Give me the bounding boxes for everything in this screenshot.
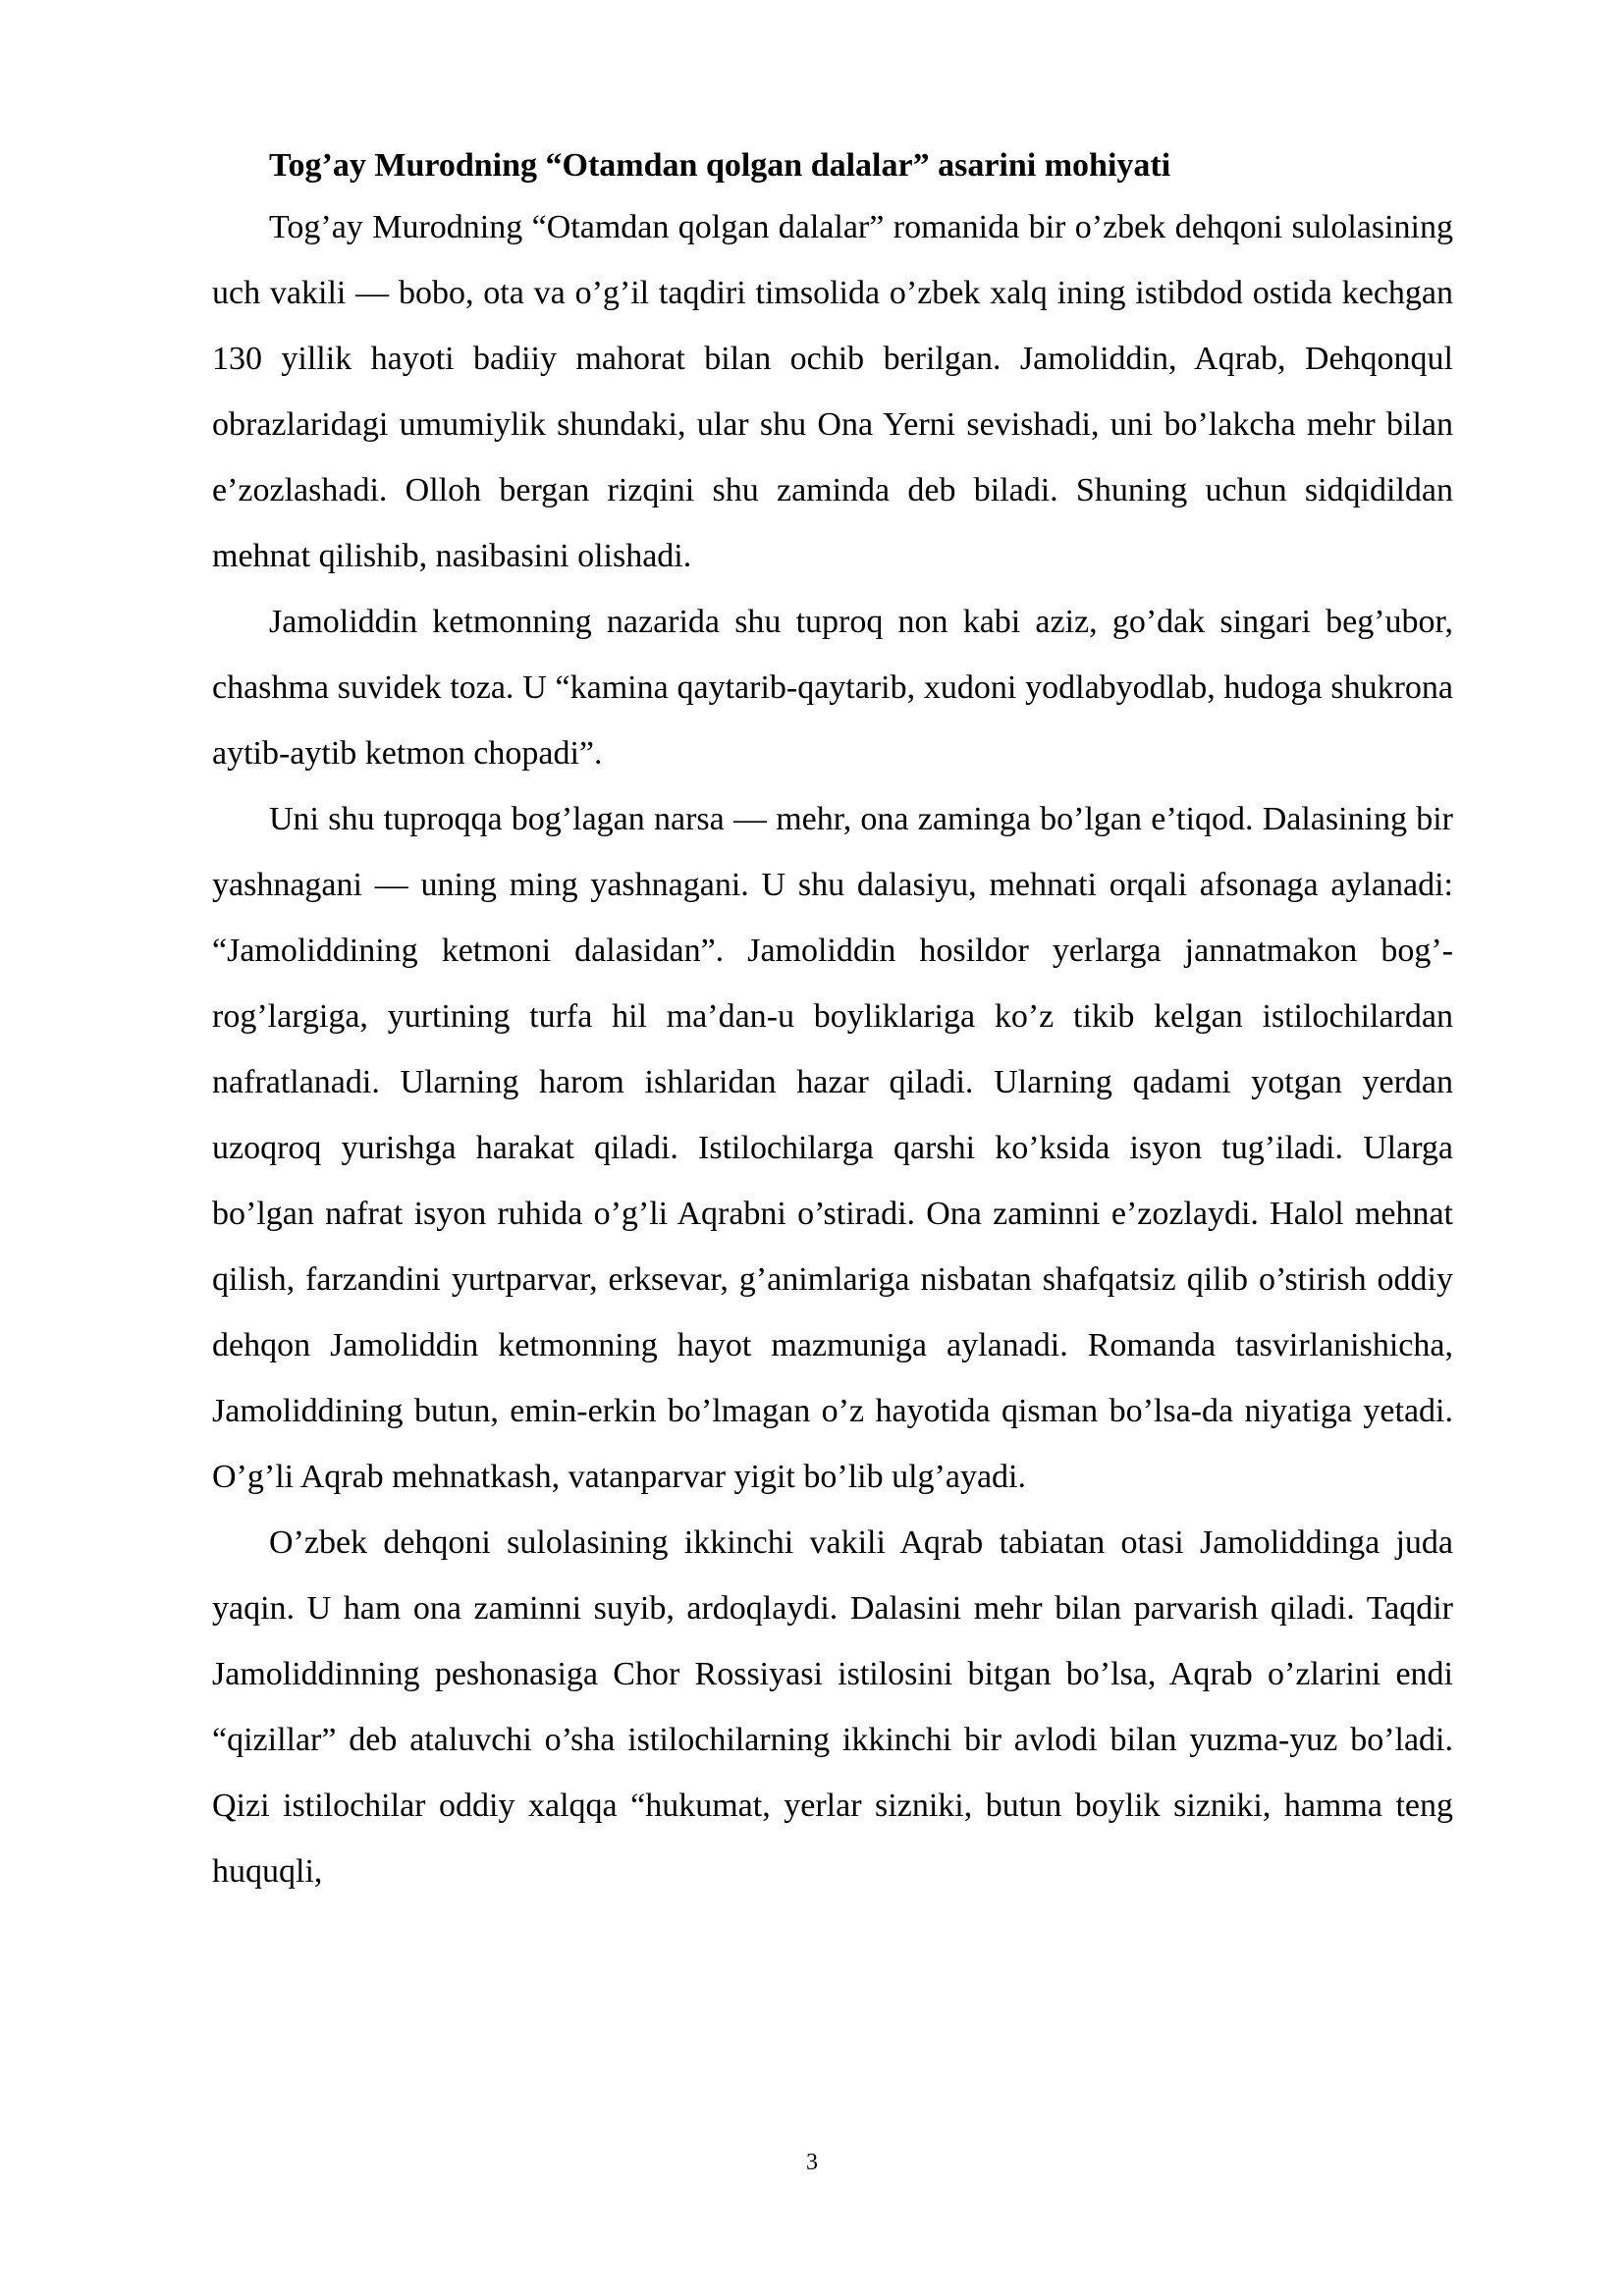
paragraph-4: O’zbek dehqoni sulolasining ikkinchi vakili Aqrab tabiatan otasi Jamoliddinga juda yaqin. U ham ona zaminni suyib, ardoqlaydi. Dalasini mehr bilan parvarish qiladi. Taqdir Jamoliddinning peshonasiga Chor Rossiyasi istilosini bitgan bo’lsa, Aqrab o’zlarini endi “qizillar” deb ataluvchi o’sha istilochilarning ikkinchi bir avlodi bilan yuzma-yuz bo’ladi. Qizi istilochilar oddiy xalqqa “hukumat, yerlar sizniki, butun boylik sizniki, hamma teng huquqli,: [212, 1524, 1453, 1890]
page-content: [212, 137, 1453, 1904]
paragraph-1: Tog’ay Murodning “Otamdan qolgan dalalar” romanida bir o’zbek dehqoni sulolasining uch vakili — bobo, ota va o’g’il taqdiri timsolida o’zbek xalq ining istibdod ostida kechgan 130 yillik hayoti badiiy mahorat bilan ochib berilgan. Jamoliddin, Aqrab, Dehqonqul obrazlaridagi umumiylik shundaki, ular shu Ona Yerni sevishadi, uni bo’lakcha mehr bilan e’zozlashadi. Olloh bergan rizqini shu zaminda deb biladi. Shuning uchun sidqidildan mehnat qilishib, nasibasini olishadi.: [212, 209, 1453, 574]
page-number: 3: [806, 2150, 818, 2175]
document-title: Tog’ay Murodning “Otamdan qolgan dalalar” asarini mohiyati: [269, 147, 1171, 184]
paragraph-3: Uni shu tuproqqa bog’lagan narsa — mehr, ona zaminga bo’lgan e’tiqod. Dalasining bir yashnagani — uning ming yashnagani. U shu dalasiyu, mehnati orqali afsonaga aylanadi: “Jamoliddining ketmoni dalasidan”. Jamoliddin hosildor yerlarga jannatmakon bog’-rog’largiga, yurtining turfa hil ma’dan-u boyliklariga ko’z tikib kelgan istilochilardan nafratlanadi. Ularning harom ishlaridan hazar qiladi. Ularning qadami yotgan yerdan uzoqroq yurishga harakat qiladi. Istilochilarga qarshi ko’ksida isyon tug’iladi. Ularga bo’lgan nafrat isyon ruhida o’g’li Aqrabni o’stiradi. Ona zaminni e’zozlaydi. Halol mehnat qilish, farzandini yurtparvar, erksevar, g’animlariga nisbatan shafqatsiz qilib o’stirish oddiy dehqon Jamoliddin ketmonning hayot mazmuniga aylanadi. Romanda tasvirlanishicha, Jamoliddining butun, emin-erkin bo’lmagan o’z hayotida qisman bo’lsa-da niyatiga yetadi. O’g’li Aqrab mehnatkash, vatanparvar yigit bo’lib ulg’ayadi.: [212, 801, 1453, 1495]
paragraph-2: Jamoliddin ketmonning nazarida shu tuproq non kabi aziz, go’dak singari beg’ubor, chashma suvidek toza. U “kamina qaytarib-qaytarib, xudoni yodlabyodlab, hudoga shukrona aytib-aytib ketmon chopadi”.: [212, 604, 1453, 772]
